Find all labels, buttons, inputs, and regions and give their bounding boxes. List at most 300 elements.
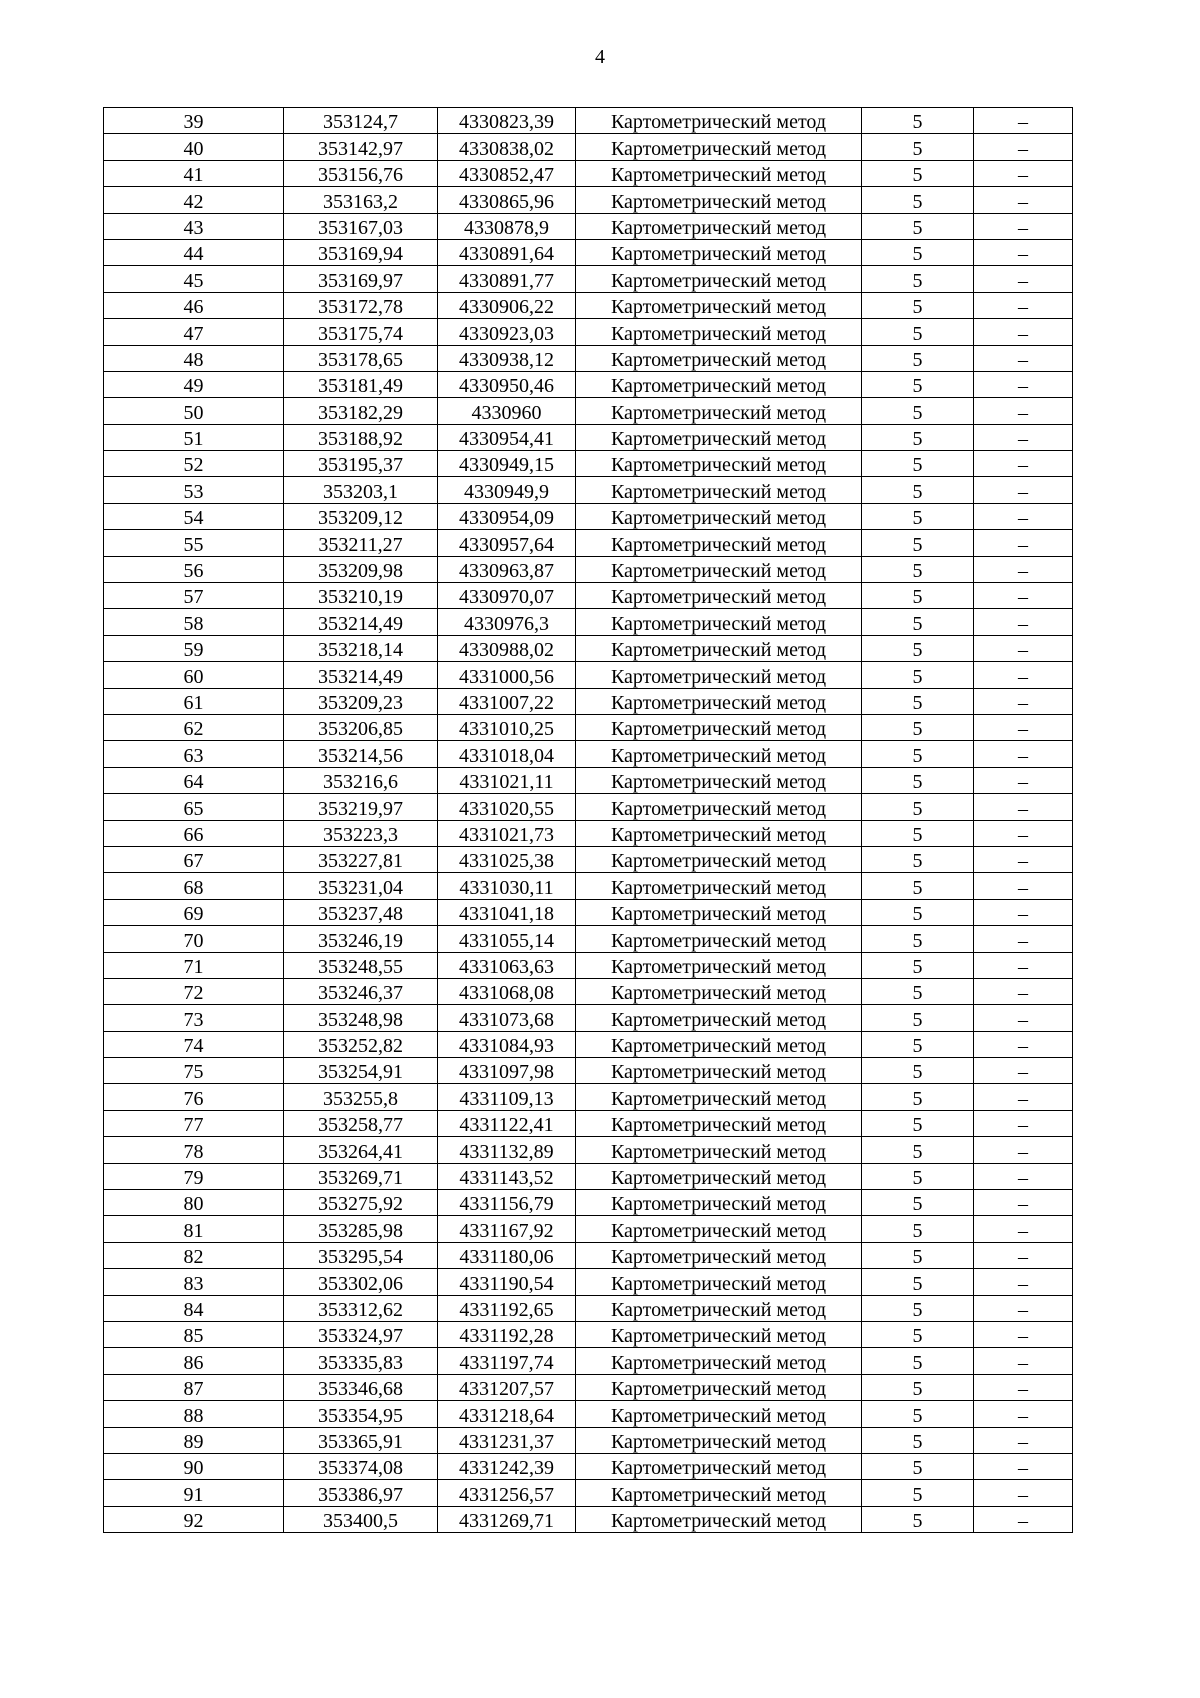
- point-number-cell: 45: [104, 266, 284, 292]
- y-coordinate-cell: 4331167,92: [438, 1216, 576, 1242]
- coordinates-table: [103, 107, 1073, 1533]
- y-coordinate-cell: 4330878,9: [438, 213, 576, 239]
- description-cell: –: [974, 239, 1073, 265]
- x-coordinate-cell: 353219,97: [284, 794, 438, 820]
- table-row: [104, 714, 1073, 740]
- description-cell: –: [974, 1374, 1073, 1400]
- point-number-cell: 84: [104, 1295, 284, 1321]
- accuracy-cell: 5: [862, 108, 974, 134]
- x-coordinate-cell: 353285,98: [284, 1216, 438, 1242]
- point-number-cell: 48: [104, 345, 284, 371]
- y-coordinate-cell: 4331109,13: [438, 1084, 576, 1110]
- description-cell: –: [974, 873, 1073, 899]
- table-row: [104, 820, 1073, 846]
- accuracy-cell: 5: [862, 1348, 974, 1374]
- x-coordinate-cell: 353264,41: [284, 1137, 438, 1163]
- table-row: [104, 1269, 1073, 1295]
- point-number-cell: 63: [104, 741, 284, 767]
- x-coordinate-cell: 353156,76: [284, 160, 438, 186]
- x-coordinate-cell: 353206,85: [284, 714, 438, 740]
- accuracy-cell: 5: [862, 714, 974, 740]
- accuracy-cell: 5: [862, 820, 974, 846]
- description-cell: –: [974, 1242, 1073, 1268]
- description-cell: –: [974, 1216, 1073, 1242]
- point-number-cell: 68: [104, 873, 284, 899]
- description-cell: –: [974, 398, 1073, 424]
- y-coordinate-cell: 4331068,08: [438, 978, 576, 1004]
- x-coordinate-cell: 353237,48: [284, 899, 438, 925]
- table-row: [104, 371, 1073, 397]
- y-coordinate-cell: 4330949,9: [438, 477, 576, 503]
- method-cell: Картометрический метод: [576, 1031, 862, 1057]
- table-row: [104, 688, 1073, 714]
- x-coordinate-cell: 353354,95: [284, 1401, 438, 1427]
- x-coordinate-cell: 353302,06: [284, 1269, 438, 1295]
- method-cell: Картометрический метод: [576, 794, 862, 820]
- y-coordinate-cell: 4330938,12: [438, 345, 576, 371]
- accuracy-cell: 5: [862, 635, 974, 661]
- accuracy-cell: 5: [862, 1295, 974, 1321]
- accuracy-cell: 5: [862, 292, 974, 318]
- table-row: [104, 1031, 1073, 1057]
- accuracy-cell: 5: [862, 503, 974, 529]
- table-row: [104, 1216, 1073, 1242]
- x-coordinate-cell: 353211,27: [284, 530, 438, 556]
- table-row: [104, 187, 1073, 213]
- x-coordinate-cell: 353172,78: [284, 292, 438, 318]
- description-cell: –: [974, 899, 1073, 925]
- method-cell: Картометрический метод: [576, 1084, 862, 1110]
- description-cell: –: [974, 292, 1073, 318]
- y-coordinate-cell: 4331007,22: [438, 688, 576, 714]
- table-row: [104, 108, 1073, 134]
- method-cell: Картометрический метод: [576, 239, 862, 265]
- x-coordinate-cell: 353169,97: [284, 266, 438, 292]
- table-row: [104, 1374, 1073, 1400]
- point-number-cell: 91: [104, 1480, 284, 1506]
- description-cell: –: [974, 345, 1073, 371]
- point-number-cell: 58: [104, 609, 284, 635]
- accuracy-cell: 5: [862, 477, 974, 503]
- description-cell: –: [974, 1506, 1073, 1532]
- point-number-cell: 81: [104, 1216, 284, 1242]
- y-coordinate-cell: 4330838,02: [438, 134, 576, 160]
- method-cell: Картометрический метод: [576, 820, 862, 846]
- point-number-cell: 46: [104, 292, 284, 318]
- point-number-cell: 66: [104, 820, 284, 846]
- x-coordinate-cell: 353227,81: [284, 846, 438, 872]
- x-coordinate-cell: 353182,29: [284, 398, 438, 424]
- method-cell: Картометрический метод: [576, 1480, 862, 1506]
- table-row: [104, 767, 1073, 793]
- description-cell: –: [974, 794, 1073, 820]
- table-row: [104, 1295, 1073, 1321]
- x-coordinate-cell: 353248,55: [284, 952, 438, 978]
- point-number-cell: 49: [104, 371, 284, 397]
- table-row: [104, 635, 1073, 661]
- y-coordinate-cell: 4331073,68: [438, 1005, 576, 1031]
- point-number-cell: 90: [104, 1453, 284, 1479]
- description-cell: –: [974, 1137, 1073, 1163]
- description-cell: –: [974, 160, 1073, 186]
- description-cell: –: [974, 609, 1073, 635]
- y-coordinate-cell: 4331231,37: [438, 1427, 576, 1453]
- description-cell: –: [974, 1058, 1073, 1084]
- y-coordinate-cell: 4331190,54: [438, 1269, 576, 1295]
- method-cell: Картометрический метод: [576, 978, 862, 1004]
- accuracy-cell: 5: [862, 266, 974, 292]
- description-cell: –: [974, 952, 1073, 978]
- table-row: [104, 1401, 1073, 1427]
- table-row: [104, 978, 1073, 1004]
- accuracy-cell: 5: [862, 319, 974, 345]
- point-number-cell: 70: [104, 926, 284, 952]
- method-cell: Картометрический метод: [576, 477, 862, 503]
- description-cell: –: [974, 108, 1073, 134]
- description-cell: –: [974, 451, 1073, 477]
- accuracy-cell: 5: [862, 1269, 974, 1295]
- table-row: [104, 213, 1073, 239]
- accuracy-cell: 5: [862, 1031, 974, 1057]
- method-cell: Картометрический метод: [576, 424, 862, 450]
- accuracy-cell: 5: [862, 846, 974, 872]
- method-cell: Картометрический метод: [576, 635, 862, 661]
- point-number-cell: 56: [104, 556, 284, 582]
- point-number-cell: 60: [104, 662, 284, 688]
- description-cell: –: [974, 978, 1073, 1004]
- x-coordinate-cell: 353223,3: [284, 820, 438, 846]
- point-number-cell: 89: [104, 1427, 284, 1453]
- accuracy-cell: 5: [862, 1137, 974, 1163]
- method-cell: Картометрический метод: [576, 292, 862, 318]
- y-coordinate-cell: 4330865,96: [438, 187, 576, 213]
- method-cell: Картометрический метод: [576, 108, 862, 134]
- method-cell: Картометрический метод: [576, 714, 862, 740]
- method-cell: Картометрический метод: [576, 1242, 862, 1268]
- table-row: [104, 292, 1073, 318]
- y-coordinate-cell: 4330950,46: [438, 371, 576, 397]
- table-row: [104, 503, 1073, 529]
- description-cell: –: [974, 1321, 1073, 1347]
- accuracy-cell: 5: [862, 239, 974, 265]
- accuracy-cell: 5: [862, 1453, 974, 1479]
- x-coordinate-cell: 353188,92: [284, 424, 438, 450]
- y-coordinate-cell: 4330954,09: [438, 503, 576, 529]
- x-coordinate-cell: 353346,68: [284, 1374, 438, 1400]
- description-cell: –: [974, 319, 1073, 345]
- table-row: [104, 794, 1073, 820]
- y-coordinate-cell: 4331197,74: [438, 1348, 576, 1374]
- description-cell: –: [974, 688, 1073, 714]
- accuracy-cell: 5: [862, 556, 974, 582]
- x-coordinate-cell: 353195,37: [284, 451, 438, 477]
- table-row: [104, 846, 1073, 872]
- description-cell: –: [974, 714, 1073, 740]
- description-cell: –: [974, 1480, 1073, 1506]
- accuracy-cell: 5: [862, 1321, 974, 1347]
- method-cell: Картометрический метод: [576, 1058, 862, 1084]
- x-coordinate-cell: 353386,97: [284, 1480, 438, 1506]
- table-row: [104, 239, 1073, 265]
- description-cell: –: [974, 1295, 1073, 1321]
- x-coordinate-cell: 353295,54: [284, 1242, 438, 1268]
- point-number-cell: 69: [104, 899, 284, 925]
- description-cell: –: [974, 635, 1073, 661]
- y-coordinate-cell: 4331025,38: [438, 846, 576, 872]
- y-coordinate-cell: 4330963,87: [438, 556, 576, 582]
- accuracy-cell: 5: [862, 1190, 974, 1216]
- method-cell: Картометрический метод: [576, 1110, 862, 1136]
- accuracy-cell: 5: [862, 926, 974, 952]
- table-row: [104, 583, 1073, 609]
- method-cell: Картометрический метод: [576, 503, 862, 529]
- method-cell: Картометрический метод: [576, 1005, 862, 1031]
- y-coordinate-cell: 4331063,63: [438, 952, 576, 978]
- table-row: [104, 530, 1073, 556]
- x-coordinate-cell: 353231,04: [284, 873, 438, 899]
- point-number-cell: 59: [104, 635, 284, 661]
- y-coordinate-cell: 4331192,65: [438, 1295, 576, 1321]
- table-row: [104, 1506, 1073, 1532]
- description-cell: –: [974, 767, 1073, 793]
- method-cell: Картометрический метод: [576, 134, 862, 160]
- method-cell: Картометрический метод: [576, 1269, 862, 1295]
- table-row: [104, 1110, 1073, 1136]
- point-number-cell: 62: [104, 714, 284, 740]
- point-number-cell: 87: [104, 1374, 284, 1400]
- method-cell: Картометрический метод: [576, 1453, 862, 1479]
- accuracy-cell: 5: [862, 583, 974, 609]
- x-coordinate-cell: 353254,91: [284, 1058, 438, 1084]
- point-number-cell: 72: [104, 978, 284, 1004]
- accuracy-cell: 5: [862, 688, 974, 714]
- method-cell: Картометрический метод: [576, 1163, 862, 1189]
- accuracy-cell: 5: [862, 1242, 974, 1268]
- point-number-cell: 80: [104, 1190, 284, 1216]
- table-row: [104, 662, 1073, 688]
- accuracy-cell: 5: [862, 794, 974, 820]
- point-number-cell: 67: [104, 846, 284, 872]
- table-row: [104, 1084, 1073, 1110]
- x-coordinate-cell: 353324,97: [284, 1321, 438, 1347]
- x-coordinate-cell: 353248,98: [284, 1005, 438, 1031]
- point-number-cell: 75: [104, 1058, 284, 1084]
- accuracy-cell: 5: [862, 1374, 974, 1400]
- table-row: [104, 266, 1073, 292]
- point-number-cell: 50: [104, 398, 284, 424]
- table-row: [104, 556, 1073, 582]
- x-coordinate-cell: 353246,19: [284, 926, 438, 952]
- page-number: 4: [595, 46, 605, 68]
- description-cell: –: [974, 926, 1073, 952]
- point-number-cell: 44: [104, 239, 284, 265]
- y-coordinate-cell: 4330949,15: [438, 451, 576, 477]
- x-coordinate-cell: 353246,37: [284, 978, 438, 1004]
- y-coordinate-cell: 4331156,79: [438, 1190, 576, 1216]
- y-coordinate-cell: 4331021,73: [438, 820, 576, 846]
- x-coordinate-cell: 353124,7: [284, 108, 438, 134]
- y-coordinate-cell: 4331030,11: [438, 873, 576, 899]
- y-coordinate-cell: 4331055,14: [438, 926, 576, 952]
- method-cell: Картометрический метод: [576, 530, 862, 556]
- method-cell: Картометрический метод: [576, 1401, 862, 1427]
- description-cell: –: [974, 1401, 1073, 1427]
- coordinates-table-body: [104, 108, 1073, 1533]
- accuracy-cell: 5: [862, 1084, 974, 1110]
- method-cell: Картометрический метод: [576, 451, 862, 477]
- x-coordinate-cell: 353214,49: [284, 662, 438, 688]
- table-row: [104, 1242, 1073, 1268]
- y-coordinate-cell: 4330988,02: [438, 635, 576, 661]
- description-cell: –: [974, 1348, 1073, 1374]
- description-cell: –: [974, 213, 1073, 239]
- accuracy-cell: 5: [862, 1216, 974, 1242]
- method-cell: Картометрический метод: [576, 741, 862, 767]
- description-cell: –: [974, 556, 1073, 582]
- description-cell: –: [974, 1427, 1073, 1453]
- table-row: [104, 1480, 1073, 1506]
- method-cell: Картометрический метод: [576, 213, 862, 239]
- table-row: [104, 1427, 1073, 1453]
- point-number-cell: 61: [104, 688, 284, 714]
- accuracy-cell: 5: [862, 1480, 974, 1506]
- description-cell: –: [974, 503, 1073, 529]
- point-number-cell: 57: [104, 583, 284, 609]
- accuracy-cell: 5: [862, 873, 974, 899]
- y-coordinate-cell: 4331018,04: [438, 741, 576, 767]
- method-cell: Картометрический метод: [576, 662, 862, 688]
- x-coordinate-cell: 353312,62: [284, 1295, 438, 1321]
- description-cell: –: [974, 477, 1073, 503]
- x-coordinate-cell: 353210,19: [284, 583, 438, 609]
- accuracy-cell: 5: [862, 424, 974, 450]
- description-cell: –: [974, 266, 1073, 292]
- description-cell: –: [974, 662, 1073, 688]
- table-row: [104, 1058, 1073, 1084]
- x-coordinate-cell: 353400,5: [284, 1506, 438, 1532]
- description-cell: –: [974, 820, 1073, 846]
- x-coordinate-cell: 353209,12: [284, 503, 438, 529]
- accuracy-cell: 5: [862, 1163, 974, 1189]
- x-coordinate-cell: 353167,03: [284, 213, 438, 239]
- x-coordinate-cell: 353214,49: [284, 609, 438, 635]
- y-coordinate-cell: 4331041,18: [438, 899, 576, 925]
- accuracy-cell: 5: [862, 213, 974, 239]
- method-cell: Картометрический метод: [576, 926, 862, 952]
- x-coordinate-cell: 353335,83: [284, 1348, 438, 1374]
- x-coordinate-cell: 353163,2: [284, 187, 438, 213]
- accuracy-cell: 5: [862, 1005, 974, 1031]
- method-cell: Картометрический метод: [576, 319, 862, 345]
- y-coordinate-cell: 4330852,47: [438, 160, 576, 186]
- point-number-cell: 78: [104, 1137, 284, 1163]
- x-coordinate-cell: 353258,77: [284, 1110, 438, 1136]
- x-coordinate-cell: 353365,91: [284, 1427, 438, 1453]
- point-number-cell: 71: [104, 952, 284, 978]
- point-number-cell: 55: [104, 530, 284, 556]
- y-coordinate-cell: 4331269,71: [438, 1506, 576, 1532]
- table-row: [104, 873, 1073, 899]
- point-number-cell: 43: [104, 213, 284, 239]
- table-row: [104, 319, 1073, 345]
- y-coordinate-cell: 4331207,57: [438, 1374, 576, 1400]
- table-row: [104, 1163, 1073, 1189]
- accuracy-cell: 5: [862, 530, 974, 556]
- y-coordinate-cell: 4330954,41: [438, 424, 576, 450]
- y-coordinate-cell: 4331010,25: [438, 714, 576, 740]
- point-number-cell: 47: [104, 319, 284, 345]
- y-coordinate-cell: 4330976,3: [438, 609, 576, 635]
- table-row: [104, 1321, 1073, 1347]
- y-coordinate-cell: 4331132,89: [438, 1137, 576, 1163]
- y-coordinate-cell: 4331097,98: [438, 1058, 576, 1084]
- method-cell: Картометрический метод: [576, 767, 862, 793]
- point-number-cell: 40: [104, 134, 284, 160]
- x-coordinate-cell: 353255,8: [284, 1084, 438, 1110]
- x-coordinate-cell: 353214,56: [284, 741, 438, 767]
- table-row: [104, 398, 1073, 424]
- y-coordinate-cell: 4331218,64: [438, 1401, 576, 1427]
- table-row: [104, 424, 1073, 450]
- y-coordinate-cell: 4330823,39: [438, 108, 576, 134]
- method-cell: Картометрический метод: [576, 398, 862, 424]
- y-coordinate-cell: 4331084,93: [438, 1031, 576, 1057]
- table-row: [104, 451, 1073, 477]
- point-number-cell: 65: [104, 794, 284, 820]
- point-number-cell: 64: [104, 767, 284, 793]
- x-coordinate-cell: 353275,92: [284, 1190, 438, 1216]
- accuracy-cell: 5: [862, 187, 974, 213]
- y-coordinate-cell: 4331180,06: [438, 1242, 576, 1268]
- x-coordinate-cell: 353218,14: [284, 635, 438, 661]
- point-number-cell: 42: [104, 187, 284, 213]
- y-coordinate-cell: 4330960: [438, 398, 576, 424]
- y-coordinate-cell: 4331192,28: [438, 1321, 576, 1347]
- point-number-cell: 74: [104, 1031, 284, 1057]
- point-number-cell: 51: [104, 424, 284, 450]
- description-cell: –: [974, 134, 1073, 160]
- accuracy-cell: 5: [862, 371, 974, 397]
- accuracy-cell: 5: [862, 978, 974, 1004]
- description-cell: –: [974, 1031, 1073, 1057]
- point-number-cell: 54: [104, 503, 284, 529]
- description-cell: –: [974, 424, 1073, 450]
- accuracy-cell: 5: [862, 741, 974, 767]
- accuracy-cell: 5: [862, 767, 974, 793]
- table-row: [104, 1137, 1073, 1163]
- point-number-cell: 52: [104, 451, 284, 477]
- method-cell: Картометрический метод: [576, 609, 862, 635]
- method-cell: Картометрический метод: [576, 1374, 862, 1400]
- x-coordinate-cell: 353181,49: [284, 371, 438, 397]
- description-cell: –: [974, 187, 1073, 213]
- point-number-cell: 39: [104, 108, 284, 134]
- method-cell: Картометрический метод: [576, 846, 862, 872]
- accuracy-cell: 5: [862, 134, 974, 160]
- method-cell: Картометрический метод: [576, 345, 862, 371]
- y-coordinate-cell: 4331143,52: [438, 1163, 576, 1189]
- y-coordinate-cell: 4331242,39: [438, 1453, 576, 1479]
- method-cell: Картометрический метод: [576, 1190, 862, 1216]
- description-cell: –: [974, 1084, 1073, 1110]
- y-coordinate-cell: 4331020,55: [438, 794, 576, 820]
- y-coordinate-cell: 4330891,64: [438, 239, 576, 265]
- method-cell: Картометрический метод: [576, 1321, 862, 1347]
- table-row: [104, 477, 1073, 503]
- method-cell: Картометрический метод: [576, 688, 862, 714]
- y-coordinate-cell: 4331256,57: [438, 1480, 576, 1506]
- accuracy-cell: 5: [862, 1506, 974, 1532]
